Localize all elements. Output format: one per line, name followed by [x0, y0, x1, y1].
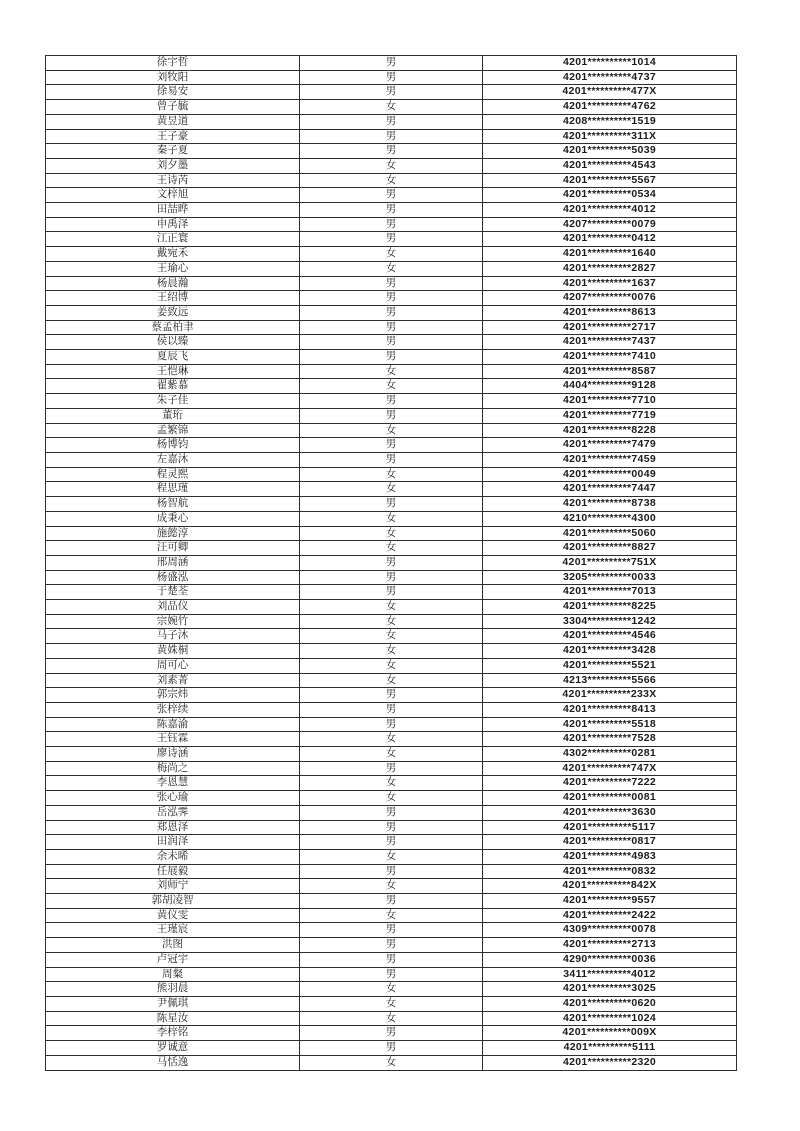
name-cell: 田润泽: [46, 835, 300, 850]
id-cell: 4201**********7222: [483, 776, 737, 791]
name-cell: 蔡孟柏聿: [46, 320, 300, 335]
table-row: [46, 482, 737, 497]
name-cell: 翟紫慕: [46, 379, 300, 394]
gender-cell: 女: [300, 1011, 483, 1026]
name-cell: 郑恩泽: [46, 820, 300, 835]
id-cell: 4201**********2713: [483, 938, 737, 953]
gender-cell: 男: [300, 1026, 483, 1041]
id-cell: 4201**********0620: [483, 997, 737, 1012]
name-cell: 左嘉沐: [46, 452, 300, 467]
table-row: [46, 820, 737, 835]
name-cell: 余未晞: [46, 849, 300, 864]
id-cell: 4404**********9128: [483, 379, 737, 394]
gender-cell: 男: [300, 452, 483, 467]
table-row: [46, 203, 737, 218]
table-row: [46, 879, 737, 894]
table-row: [46, 761, 737, 776]
gender-cell: 男: [300, 923, 483, 938]
table-row: [46, 1011, 737, 1026]
table-row: [46, 423, 737, 438]
table-row: [46, 85, 737, 100]
name-cell: 张梓续: [46, 702, 300, 717]
gender-cell: 女: [300, 776, 483, 791]
table-row: [46, 849, 737, 864]
name-cell: 董珩: [46, 408, 300, 423]
name-cell: 刘牧阳: [46, 70, 300, 85]
gender-cell: 女: [300, 658, 483, 673]
name-cell: 汪可卿: [46, 541, 300, 556]
table-row: [46, 688, 737, 703]
id-cell: 4309**********0078: [483, 923, 737, 938]
gender-cell: 男: [300, 188, 483, 203]
gender-cell: 女: [300, 173, 483, 188]
gender-cell: 男: [300, 276, 483, 291]
name-cell: 王恺琳: [46, 364, 300, 379]
gender-cell: 男: [300, 820, 483, 835]
table-row: [46, 908, 737, 923]
table-row: [46, 276, 737, 291]
name-cell: 杨智航: [46, 497, 300, 512]
name-cell: 李梓铭: [46, 1026, 300, 1041]
gender-cell: 男: [300, 570, 483, 585]
table-row: [46, 320, 737, 335]
gender-cell: 男: [300, 835, 483, 850]
table-row: [46, 70, 737, 85]
name-cell: 黄昱道: [46, 114, 300, 129]
gender-cell: 男: [300, 203, 483, 218]
gender-cell: 男: [300, 688, 483, 703]
name-cell: 王瑾宸: [46, 923, 300, 938]
id-cell: 4201**********1640: [483, 247, 737, 262]
table-row: [46, 997, 737, 1012]
name-cell: 任展毅: [46, 864, 300, 879]
id-cell: 4201**********1024: [483, 1011, 737, 1026]
gender-cell: 女: [300, 511, 483, 526]
id-cell: 4207**********0076: [483, 291, 737, 306]
table-row: [46, 217, 737, 232]
name-cell: 杨晨瀚: [46, 276, 300, 291]
gender-cell: 男: [300, 805, 483, 820]
table-row: [46, 364, 737, 379]
name-cell: 朱子佳: [46, 394, 300, 409]
name-cell: 陈嘉渝: [46, 717, 300, 732]
roster-body: [46, 56, 737, 1071]
name-cell: 郭胡凌智: [46, 894, 300, 909]
table-row: [46, 644, 737, 659]
name-cell: 廖诗涵: [46, 747, 300, 762]
table-row: [46, 100, 737, 115]
name-cell: 徐宇哲: [46, 56, 300, 71]
gender-cell: 男: [300, 335, 483, 350]
table-row: [46, 923, 737, 938]
gender-cell: 男: [300, 717, 483, 732]
id-cell: 4201**********7437: [483, 335, 737, 350]
id-cell: 4201**********4737: [483, 70, 737, 85]
table-row: [46, 394, 737, 409]
gender-cell: 女: [300, 747, 483, 762]
name-cell: 梅尚之: [46, 761, 300, 776]
gender-cell: 男: [300, 394, 483, 409]
id-cell: 4201**********7710: [483, 394, 737, 409]
gender-cell: 男: [300, 129, 483, 144]
table-row: [46, 570, 737, 585]
gender-cell: 女: [300, 379, 483, 394]
table-row: [46, 864, 737, 879]
id-cell: 4201**********7459: [483, 452, 737, 467]
gender-cell: 女: [300, 791, 483, 806]
id-cell: 4201**********9557: [483, 894, 737, 909]
id-cell: 4201**********4762: [483, 100, 737, 115]
id-cell: 4210**********4300: [483, 511, 737, 526]
id-cell: 4201**********1014: [483, 56, 737, 71]
table-row: [46, 56, 737, 71]
name-cell: 宗婉竹: [46, 614, 300, 629]
id-cell: 4201**********0534: [483, 188, 737, 203]
id-cell: 4201**********0412: [483, 232, 737, 247]
name-cell: 黄姝桐: [46, 644, 300, 659]
gender-cell: 男: [300, 217, 483, 232]
id-cell: 4208**********1519: [483, 114, 737, 129]
name-cell: 李恩慧: [46, 776, 300, 791]
name-cell: 熊羽晨: [46, 982, 300, 997]
name-cell: 曾子毓: [46, 100, 300, 115]
gender-cell: 女: [300, 158, 483, 173]
gender-cell: 男: [300, 585, 483, 600]
id-cell: 4201**********0049: [483, 467, 737, 482]
table-row: [46, 673, 737, 688]
id-cell: 4201**********4546: [483, 629, 737, 644]
id-cell: 4201**********2422: [483, 908, 737, 923]
table-row: [46, 658, 737, 673]
name-cell: 徐易安: [46, 85, 300, 100]
table-row: [46, 835, 737, 850]
id-cell: 4201**********747X: [483, 761, 737, 776]
gender-cell: 女: [300, 982, 483, 997]
id-cell: 4201**********2827: [483, 261, 737, 276]
id-cell: 4201**********5060: [483, 526, 737, 541]
name-cell: 罗诚意: [46, 1041, 300, 1056]
name-cell: 刘品仪: [46, 600, 300, 615]
gender-cell: 女: [300, 879, 483, 894]
id-cell: 4201**********7479: [483, 438, 737, 453]
gender-cell: 女: [300, 247, 483, 262]
table-row: [46, 467, 737, 482]
table-row: [46, 1041, 737, 1056]
gender-cell: 男: [300, 1041, 483, 1056]
table-row: [46, 173, 737, 188]
table-row: [46, 114, 737, 129]
gender-cell: 男: [300, 497, 483, 512]
gender-cell: 男: [300, 761, 483, 776]
name-cell: 王诗芮: [46, 173, 300, 188]
table-row: [46, 232, 737, 247]
gender-cell: 男: [300, 967, 483, 982]
gender-cell: 男: [300, 305, 483, 320]
id-cell: 3411**********4012: [483, 967, 737, 982]
gender-cell: 女: [300, 526, 483, 541]
id-cell: 4201**********8228: [483, 423, 737, 438]
name-cell: 王钰霖: [46, 732, 300, 747]
gender-cell: 男: [300, 70, 483, 85]
gender-cell: 女: [300, 364, 483, 379]
id-cell: 4201**********5111: [483, 1041, 737, 1056]
id-cell: 4201**********1637: [483, 276, 737, 291]
id-cell: 4201**********4012: [483, 203, 737, 218]
name-cell: 孟繁锦: [46, 423, 300, 438]
name-cell: 邢周涵: [46, 555, 300, 570]
id-cell: 4290**********0036: [483, 952, 737, 967]
name-cell: 黄仪雯: [46, 908, 300, 923]
id-cell: 4201**********4983: [483, 849, 737, 864]
table-row: [46, 261, 737, 276]
name-cell: 夏辰飞: [46, 350, 300, 365]
id-cell: 4201**********7528: [483, 732, 737, 747]
name-cell: 姜致远: [46, 305, 300, 320]
table-row: [46, 967, 737, 982]
id-cell: 4201**********8613: [483, 305, 737, 320]
name-cell: 陈星汝: [46, 1011, 300, 1026]
table-row: [46, 511, 737, 526]
table-row: [46, 291, 737, 306]
gender-cell: 男: [300, 438, 483, 453]
table-row: [46, 438, 737, 453]
id-cell: 4201**********8413: [483, 702, 737, 717]
gender-cell: 女: [300, 849, 483, 864]
name-cell: 戴宛禾: [46, 247, 300, 262]
name-cell: 刘师宁: [46, 879, 300, 894]
id-cell: 4201**********5039: [483, 144, 737, 159]
id-cell: 4201**********477X: [483, 85, 737, 100]
table-row: [46, 541, 737, 556]
id-cell: 4201**********0817: [483, 835, 737, 850]
gender-cell: 女: [300, 997, 483, 1012]
name-cell: 岳泓霁: [46, 805, 300, 820]
gender-cell: 男: [300, 702, 483, 717]
name-cell: 杨博钧: [46, 438, 300, 453]
roster-table: [45, 55, 737, 1071]
gender-cell: 女: [300, 1055, 483, 1070]
id-cell: 4201**********4543: [483, 158, 737, 173]
gender-cell: 女: [300, 732, 483, 747]
table-row: [46, 1055, 737, 1070]
id-cell: 4201**********3428: [483, 644, 737, 659]
gender-cell: 女: [300, 614, 483, 629]
gender-cell: 男: [300, 938, 483, 953]
name-cell: 杨盛泓: [46, 570, 300, 585]
table-row: [46, 188, 737, 203]
gender-cell: 男: [300, 85, 483, 100]
table-row: [46, 247, 737, 262]
table-row: [46, 747, 737, 762]
id-cell: 4201**********7410: [483, 350, 737, 365]
name-cell: 申禹泽: [46, 217, 300, 232]
gender-cell: 女: [300, 541, 483, 556]
name-cell: 卢冠宇: [46, 952, 300, 967]
table-row: [46, 1026, 737, 1041]
gender-cell: 男: [300, 144, 483, 159]
gender-cell: 男: [300, 291, 483, 306]
id-cell: 4201**********7013: [483, 585, 737, 600]
gender-cell: 男: [300, 350, 483, 365]
name-cell: 田喆晔: [46, 203, 300, 218]
id-cell: 4201**********7447: [483, 482, 737, 497]
name-cell: 文梓旭: [46, 188, 300, 203]
id-cell: 4201**********5521: [483, 658, 737, 673]
table-row: [46, 408, 737, 423]
table-row: [46, 776, 737, 791]
gender-cell: 女: [300, 644, 483, 659]
id-cell: 4201**********3025: [483, 982, 737, 997]
table-row: [46, 938, 737, 953]
name-cell: 刘夕墨: [46, 158, 300, 173]
id-cell: 4201**********5567: [483, 173, 737, 188]
id-cell: 4201**********842X: [483, 879, 737, 894]
name-cell: 周粲: [46, 967, 300, 982]
table-row: [46, 717, 737, 732]
name-cell: 王子豪: [46, 129, 300, 144]
gender-cell: 女: [300, 423, 483, 438]
table-row: [46, 129, 737, 144]
table-row: [46, 350, 737, 365]
id-cell: 4201**********009X: [483, 1026, 737, 1041]
id-cell: 4201**********8827: [483, 541, 737, 556]
gender-cell: 女: [300, 908, 483, 923]
id-cell: 4201**********0081: [483, 791, 737, 806]
table-row: [46, 305, 737, 320]
id-cell: 4213**********5566: [483, 673, 737, 688]
id-cell: 4201**********0832: [483, 864, 737, 879]
table-row: [46, 952, 737, 967]
name-cell: 施懿淳: [46, 526, 300, 541]
table-row: [46, 379, 737, 394]
table-row: [46, 452, 737, 467]
name-cell: 程灵熙: [46, 467, 300, 482]
name-cell: 刘素菁: [46, 673, 300, 688]
name-cell: 郭宗炜: [46, 688, 300, 703]
id-cell: 3304**********1242: [483, 614, 737, 629]
gender-cell: 男: [300, 864, 483, 879]
name-cell: 程思瑾: [46, 482, 300, 497]
gender-cell: 女: [300, 482, 483, 497]
id-cell: 4201**********3630: [483, 805, 737, 820]
id-cell: 4201**********7719: [483, 408, 737, 423]
table-row: [46, 614, 737, 629]
name-cell: 尹佩琪: [46, 997, 300, 1012]
gender-cell: 女: [300, 673, 483, 688]
table-row: [46, 894, 737, 909]
gender-cell: 男: [300, 952, 483, 967]
id-cell: 4201**********8738: [483, 497, 737, 512]
gender-cell: 男: [300, 894, 483, 909]
gender-cell: 男: [300, 56, 483, 71]
table-row: [46, 629, 737, 644]
table-row: [46, 982, 737, 997]
name-cell: 于楚荃: [46, 585, 300, 600]
name-cell: 侯以臻: [46, 335, 300, 350]
table-row: [46, 732, 737, 747]
name-cell: 马子沐: [46, 629, 300, 644]
gender-cell: 男: [300, 408, 483, 423]
id-cell: 4201**********2717: [483, 320, 737, 335]
id-cell: 4201**********8587: [483, 364, 737, 379]
id-cell: 4201**********5117: [483, 820, 737, 835]
id-cell: 4201**********751X: [483, 555, 737, 570]
id-cell: 4207**********0079: [483, 217, 737, 232]
table-row: [46, 335, 737, 350]
name-cell: 洪图: [46, 938, 300, 953]
name-cell: 秦子夏: [46, 144, 300, 159]
gender-cell: 女: [300, 600, 483, 615]
table-row: [46, 158, 737, 173]
id-cell: 4201**********2320: [483, 1055, 737, 1070]
gender-cell: 男: [300, 232, 483, 247]
gender-cell: 女: [300, 261, 483, 276]
id-cell: 4201**********233X: [483, 688, 737, 703]
gender-cell: 女: [300, 467, 483, 482]
gender-cell: 男: [300, 114, 483, 129]
name-cell: 成秉心: [46, 511, 300, 526]
name-cell: 江正寰: [46, 232, 300, 247]
name-cell: 王瑜心: [46, 261, 300, 276]
table-row: [46, 144, 737, 159]
name-cell: 张心瑜: [46, 791, 300, 806]
name-cell: 马恬逸: [46, 1055, 300, 1070]
id-cell: 4201**********311X: [483, 129, 737, 144]
id-cell: 4302**********0281: [483, 747, 737, 762]
id-cell: 4201**********5518: [483, 717, 737, 732]
id-cell: 3205**********0033: [483, 570, 737, 585]
table-row: [46, 600, 737, 615]
table-row: [46, 585, 737, 600]
table-row: [46, 555, 737, 570]
id-cell: 4201**********8225: [483, 600, 737, 615]
table-row: [46, 702, 737, 717]
table-row: [46, 497, 737, 512]
gender-cell: 男: [300, 555, 483, 570]
gender-cell: 女: [300, 100, 483, 115]
table-row: [46, 791, 737, 806]
table-row: [46, 805, 737, 820]
name-cell: 王绍博: [46, 291, 300, 306]
gender-cell: 女: [300, 629, 483, 644]
gender-cell: 男: [300, 320, 483, 335]
table-row: [46, 526, 737, 541]
name-cell: 周可心: [46, 658, 300, 673]
